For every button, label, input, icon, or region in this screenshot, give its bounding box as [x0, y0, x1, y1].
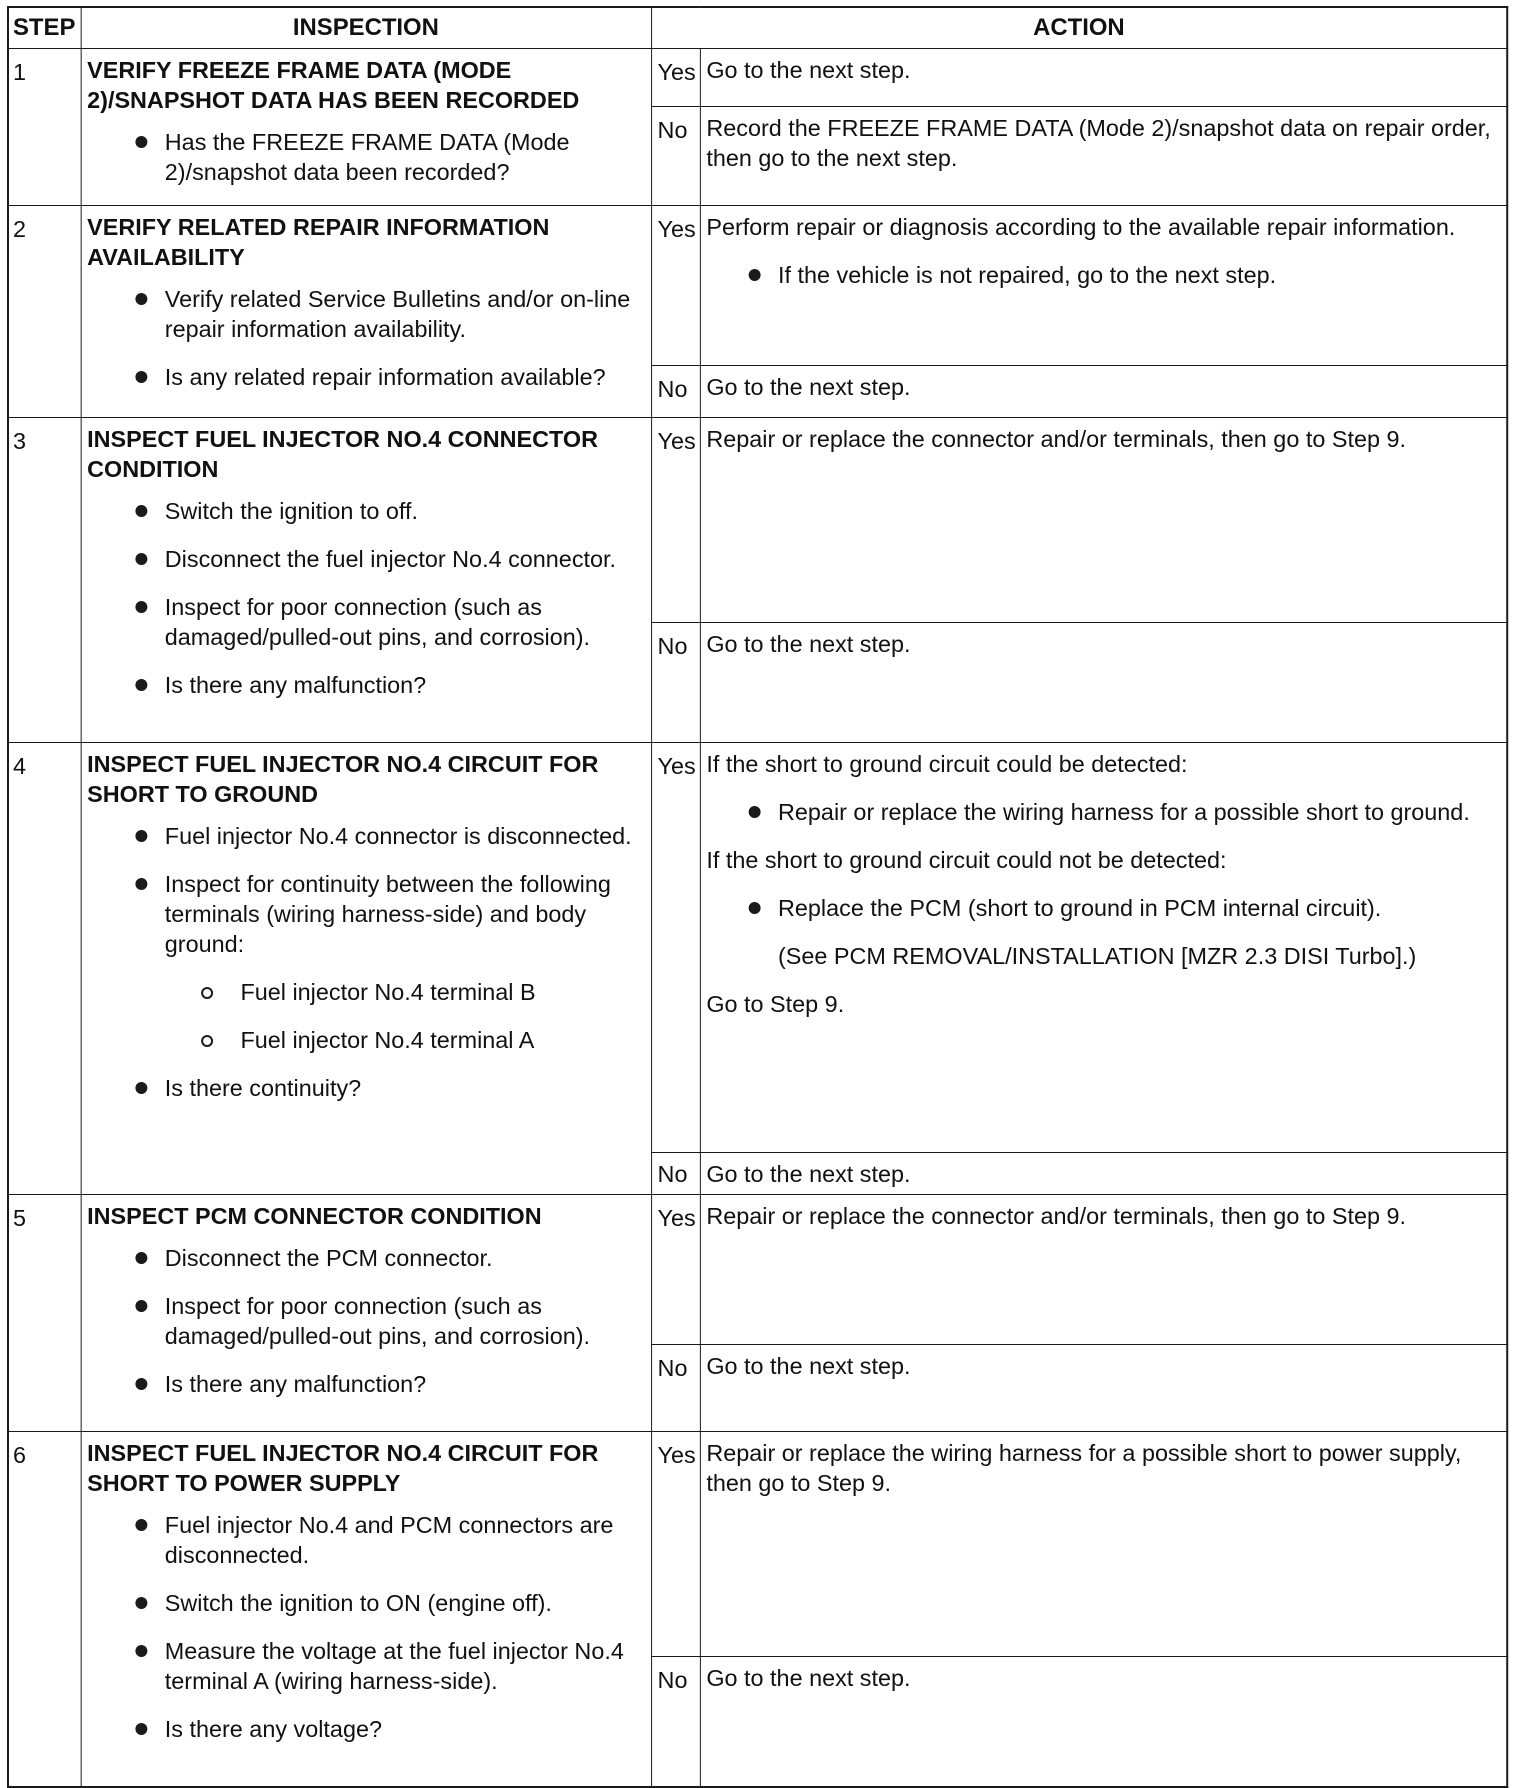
bullet-item: Replace the PCM (short to ground in PCM internal circuit).: [706, 893, 1500, 923]
bullet-item: Fuel injector No.4 connector is disconnected.: [87, 821, 642, 851]
inspection-title: VERIFY RELATED REPAIR INFORMATION AVAILABILITY: [87, 214, 550, 270]
step-number: 1: [8, 49, 81, 206]
sub-bullet-item: Fuel injector No.4 terminal B: [165, 977, 643, 1007]
yes-label: Yes: [651, 1195, 700, 1345]
yes-action-cell: [700, 206, 1507, 366]
step-number: 6: [8, 1432, 81, 1787]
bullet-item: Is there any malfunction?: [87, 1369, 642, 1399]
bullet-item: Measure the voltage at the fuel injector No.4 terminal A (wiring harness-side).: [87, 1636, 642, 1696]
inspection-bullets: [87, 127, 642, 187]
no-label: No: [651, 1345, 700, 1432]
no-label: No: [651, 1153, 700, 1195]
yes-action-bullets: [706, 797, 1500, 827]
yes-action-bullets: [706, 260, 1500, 290]
bullet-item: Verify related Service Bulletins and/or on-line repair information availability.: [87, 284, 642, 344]
table-row: [8, 1195, 1507, 1345]
bullet-item: Disconnect the fuel injector No.4 connector.: [87, 544, 642, 574]
no-action: Go to the next step.: [700, 1657, 1507, 1787]
yes-action-condition: If the short to ground circuit could be detected:: [706, 751, 1188, 777]
bullet-item: Inspect for poor connection (such as damaged/pulled-out pins, and corrosion).: [87, 592, 642, 652]
step-number: 3: [8, 418, 81, 743]
diagnostic-procedure-sheet: [7, 6, 1506, 1788]
inspection-title: INSPECT PCM CONNECTOR CONDITION: [87, 1203, 542, 1229]
inspection-bullets: [87, 821, 642, 1103]
header-action: ACTION: [651, 7, 1507, 49]
yes-label: Yes: [651, 418, 700, 623]
bullet-item: Disconnect the PCM connector.: [87, 1243, 642, 1273]
inspection-cell: [81, 418, 651, 743]
yes-action: Go to the next step.: [700, 49, 1507, 107]
yes-label: Yes: [651, 1432, 700, 1657]
inspection-bullets: [87, 496, 642, 700]
bullet-item: Switch the ignition to off.: [87, 496, 642, 526]
inspection-bullets: [87, 284, 642, 392]
yes-action: Repair or replace the connector and/or terminals, then go to Step 9.: [700, 418, 1507, 623]
inspection-bullets: [87, 1243, 642, 1399]
yes-action-condition: If the short to ground circuit could not be detected:: [706, 847, 1227, 873]
bullet-item: Switch the ignition to ON (engine off).: [87, 1588, 642, 1618]
no-action: Go to the next step.: [700, 366, 1507, 418]
inspection-title: INSPECT FUEL INJECTOR NO.4 CIRCUIT FOR SHORT TO POWER SUPPLY: [87, 1440, 599, 1496]
no-action: Go to the next step.: [700, 623, 1507, 743]
table-row: [8, 49, 1507, 107]
yes-action: Perform repair or diagnosis according to the available repair information.: [706, 214, 1456, 240]
table-row: [8, 206, 1507, 366]
bullet-text: Inspect for continuity between the following terminals (wiring harness-side) and body ground:: [164, 871, 611, 957]
yes-action-goto: Go to Step 9.: [706, 991, 845, 1017]
no-label: No: [651, 106, 700, 205]
bullet-item: [87, 869, 642, 1055]
bullet-item: Is any related repair information available?: [87, 362, 642, 392]
bullet-item: Is there any voltage?: [87, 1714, 642, 1744]
yes-label: Yes: [651, 206, 700, 366]
inspection-title: INSPECT FUEL INJECTOR NO.4 CIRCUIT FOR SHORT TO GROUND: [87, 751, 599, 807]
bullet-item: Fuel injector No.4 and PCM connectors are disconnected.: [87, 1510, 642, 1570]
header-inspection: INSPECTION: [81, 7, 651, 49]
reference-note: (See PCM REMOVAL/INSTALLATION [MZR 2.3 DISI Turbo].): [778, 943, 1417, 969]
bullet-item: Is there continuity?: [87, 1073, 642, 1103]
bullet-item: Has the FREEZE FRAME DATA (Mode 2)/snapshot data been recorded?: [87, 127, 642, 187]
no-action: Go to the next step.: [700, 1345, 1507, 1432]
step-number: 5: [8, 1195, 81, 1432]
no-label: No: [651, 1657, 700, 1787]
inspection-cell: [81, 1195, 651, 1432]
inspection-cell: [81, 1432, 651, 1787]
sub-bullets: [165, 977, 643, 1055]
bullet-item: Repair or replace the wiring harness for a possible short to ground.: [706, 797, 1500, 827]
step-number: 2: [8, 206, 81, 418]
table-header-row: [8, 7, 1507, 49]
no-label: No: [651, 623, 700, 743]
no-label: No: [651, 366, 700, 418]
inspection-title: INSPECT FUEL INJECTOR NO.4 CONNECTOR CONDITION: [87, 426, 598, 482]
yes-action: Repair or replace the connector and/or terminals, then go to Step 9.: [700, 1195, 1507, 1345]
yes-action-bullets: [706, 893, 1500, 923]
table-row: [8, 743, 1507, 1153]
sub-bullet-item: Fuel injector No.4 terminal A: [165, 1025, 643, 1055]
bullet-item: Is there any malfunction?: [87, 670, 642, 700]
yes-action-cell: [700, 743, 1507, 1153]
table-row: [8, 1432, 1507, 1657]
bullet-item: Inspect for poor connection (such as damaged/pulled-out pins, and corrosion).: [87, 1291, 642, 1351]
no-action: Record the FREEZE FRAME DATA (Mode 2)/snapshot data on repair order, then go to the next step.: [700, 106, 1507, 205]
bullet-item: If the vehicle is not repaired, go to the next step.: [706, 260, 1500, 290]
inspection-bullets: [87, 1510, 642, 1744]
inspection-cell: [81, 206, 651, 418]
step-number: 4: [8, 743, 81, 1195]
inspection-cell: [81, 49, 651, 206]
yes-action: Repair or replace the wiring harness for a possible short to power supply, then go to Step 9.: [700, 1432, 1507, 1657]
inspection-title: VERIFY FREEZE FRAME DATA (MODE 2)/SNAPSHOT DATA HAS BEEN RECORDED: [87, 57, 580, 113]
yes-label: Yes: [651, 743, 700, 1153]
yes-label: Yes: [651, 49, 700, 107]
header-step: STEP: [8, 7, 81, 49]
table-row: [8, 418, 1507, 623]
no-action: Go to the next step.: [700, 1153, 1507, 1195]
diagnostic-table: [7, 6, 1508, 1788]
inspection-cell: [81, 743, 651, 1195]
